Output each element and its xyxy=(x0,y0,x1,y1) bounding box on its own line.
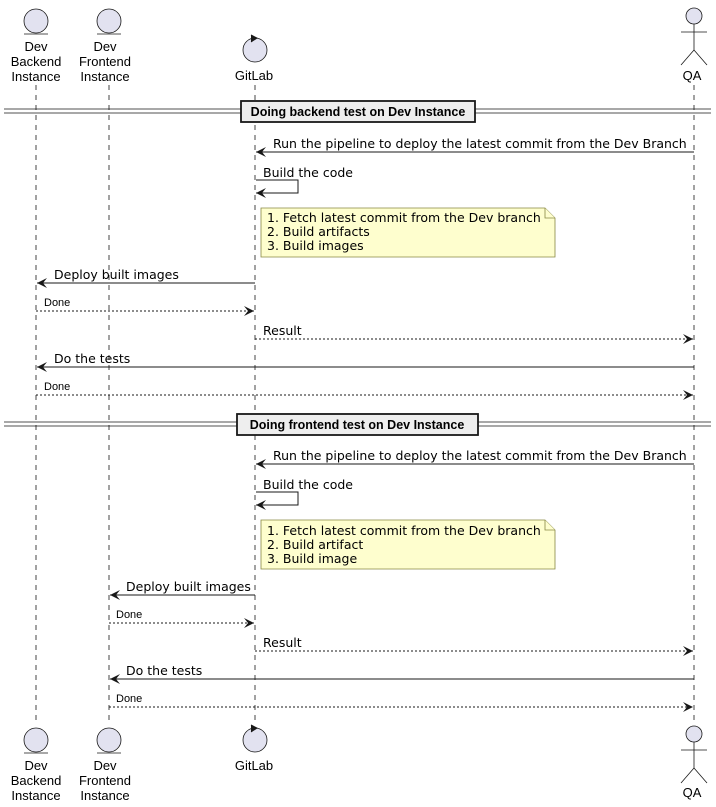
note-line: 1. Fetch latest commit from the Dev branch xyxy=(267,523,541,538)
actor-icon xyxy=(686,8,702,24)
message-build-1 xyxy=(256,165,353,193)
message-result-2 xyxy=(255,635,693,651)
participant-frontend-bottom xyxy=(79,728,131,803)
message-label: Done xyxy=(44,297,71,309)
note-line: 1. Fetch latest commit from the Dev branch xyxy=(267,210,541,225)
message-tests-1 xyxy=(37,351,694,367)
message-label: Build the code xyxy=(263,165,353,180)
divider-backend xyxy=(4,101,711,122)
message-label: Run the pipeline to deploy the latest commit from the Dev Branch xyxy=(273,448,687,463)
note-line: 3. Build images xyxy=(267,238,364,253)
participant-gitlab-bottom xyxy=(235,725,273,773)
divider-frontend xyxy=(4,414,711,435)
participant-label: Backend xyxy=(10,773,62,788)
participant-label: Instance xyxy=(80,788,130,803)
message-done-3 xyxy=(109,609,254,623)
participant-qa-top xyxy=(681,8,707,83)
message-build-2 xyxy=(256,477,353,505)
participant-label: QA xyxy=(682,68,702,83)
participant-label: Instance xyxy=(11,788,61,803)
message-label: Deploy built images xyxy=(54,267,179,282)
message-label: Done xyxy=(116,693,143,705)
entity-icon xyxy=(24,728,48,752)
participant-backend-top xyxy=(11,9,62,84)
control-icon xyxy=(243,38,267,62)
divider-label: Doing frontend test on Dev Instance xyxy=(249,418,465,432)
participant-frontend-top xyxy=(79,9,131,84)
participant-label: Dev xyxy=(24,39,48,54)
message-done-1 xyxy=(36,297,254,311)
divider-label: Doing backend test on Dev Instance xyxy=(250,105,466,119)
participant-label: Dev xyxy=(93,758,117,773)
message-label: Done xyxy=(116,609,143,621)
lifelines xyxy=(36,85,694,722)
note-line: 2. Build artifact xyxy=(267,537,364,552)
participant-label: Dev xyxy=(24,758,48,773)
participant-label: Backend xyxy=(10,54,62,69)
message-label: Result xyxy=(263,323,302,338)
message-label: Result xyxy=(263,635,302,650)
message-label: Do the tests xyxy=(126,663,203,678)
entity-icon xyxy=(24,9,48,33)
participant-label: Instance xyxy=(11,69,61,84)
note-line: 3. Build image xyxy=(267,551,358,566)
participant-label: QA xyxy=(682,785,702,800)
participant-label: Frontend xyxy=(78,773,132,788)
participant-label: Frontend xyxy=(78,54,132,69)
message-label: Deploy built images xyxy=(126,579,251,594)
message-label: Do the tests xyxy=(54,351,131,366)
message-done-4 xyxy=(109,693,693,707)
message-label: Done xyxy=(44,381,71,393)
entity-icon xyxy=(97,728,121,752)
participant-gitlab-top xyxy=(235,35,273,83)
participant-label: GitLab xyxy=(234,68,274,83)
participant-backend-bottom xyxy=(11,728,62,803)
participant-label: Dev xyxy=(93,39,117,54)
message-deploy-1 xyxy=(37,267,255,283)
message-tests-2 xyxy=(110,663,694,679)
message-result-1 xyxy=(255,323,693,339)
message-done-2 xyxy=(36,381,693,395)
message-run-pipeline-2 xyxy=(256,448,694,464)
entity-icon xyxy=(97,9,121,33)
note-frontend xyxy=(261,520,555,569)
message-deploy-2 xyxy=(110,579,255,595)
message-run-pipeline-1 xyxy=(256,136,694,152)
note-line: 2. Build artifacts xyxy=(267,224,370,239)
note-backend xyxy=(261,208,555,257)
participant-qa-bottom xyxy=(681,726,707,800)
participant-label: Instance xyxy=(80,69,130,84)
control-icon xyxy=(243,728,267,752)
message-label: Run the pipeline to deploy the latest commit from the Dev Branch xyxy=(273,136,687,151)
actor-icon xyxy=(686,726,702,742)
participant-label: GitLab xyxy=(234,758,274,773)
message-label: Build the code xyxy=(263,477,353,492)
